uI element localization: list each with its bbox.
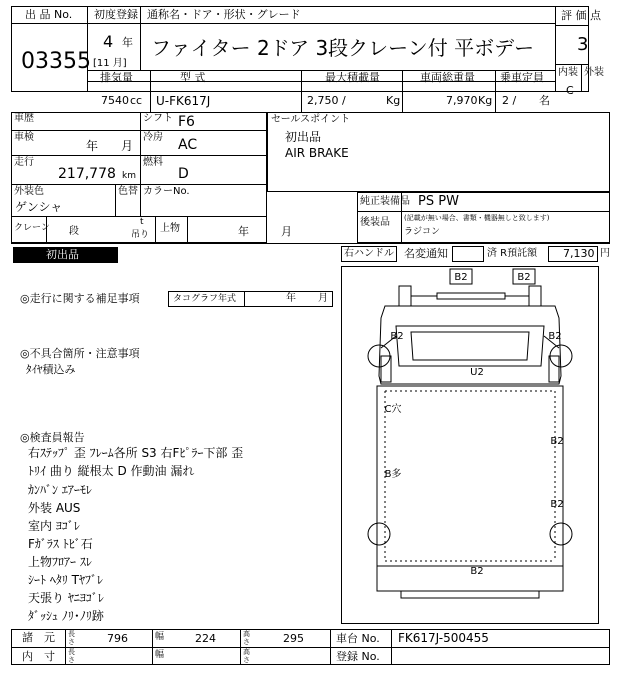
lot-number: 03355	[21, 49, 91, 74]
registration-number-label: 登録 No.	[336, 650, 380, 663]
upper-body-label: 上物	[160, 223, 180, 234]
displacement-unit: cc	[130, 94, 143, 107]
chassis-number-label: 車台 No.	[336, 632, 380, 645]
dimensions-label: 諸 元	[22, 631, 55, 644]
defect-item: ﾀｲﾔ積込み	[26, 363, 76, 376]
body-color-value: ゲンシャ	[15, 200, 63, 214]
sales-point-2: AIR BRAKE	[285, 146, 349, 160]
gross-weight-value: 7,970	[446, 94, 478, 107]
mileage-label: 走行	[14, 157, 34, 168]
upper-body-month-unit: 月	[281, 225, 292, 238]
fuel-value: D	[178, 166, 189, 182]
history-label: 車歴	[14, 113, 34, 124]
interior-height-label: 高さ	[243, 648, 250, 664]
width-label: 幅	[155, 632, 165, 642]
first-listing-text: 初出品	[46, 248, 79, 261]
shift-value: F6	[178, 114, 195, 130]
diagram-mark: B2	[548, 331, 562, 342]
diagram-mark: B2	[550, 499, 564, 510]
max-capacity-label: 最大積載量	[325, 71, 380, 84]
name-change-label: 名変通知	[404, 247, 448, 260]
shift-label: シフト	[143, 113, 173, 124]
inspection-year-unit: 年	[86, 139, 99, 153]
inspector-line-4: 外装 AUS	[28, 501, 81, 515]
odometer-note: 済 R預託額	[487, 248, 538, 259]
max-capacity-unit: Kg	[386, 94, 401, 107]
grade-label: 評 価 点	[561, 9, 601, 22]
steering-text: 右ハンドル	[344, 248, 394, 259]
aftermarket-value: ラジコン	[404, 227, 441, 237]
interior-dimensions-label: 内 寸	[22, 650, 55, 663]
body-color-label: 外装色	[14, 186, 44, 197]
crane-lift-unit: 吊り	[131, 230, 150, 240]
diagram-mark: B2	[390, 331, 404, 342]
interior-grade-label: 内装	[558, 67, 578, 78]
inspector-line-9: 天張り ﾔﾆﾖｺﾞﾚ	[28, 591, 104, 605]
displacement-value: 7540	[101, 94, 129, 107]
defects-label: ◎不具合箇所・注意事項	[20, 347, 140, 360]
tachograph-year-unit: 年	[286, 293, 296, 304]
seating-unit: 名	[539, 94, 550, 107]
model-label: 型 式	[180, 71, 206, 84]
inspector-report-label: ◎検査員報告	[20, 431, 85, 444]
inspector-line-3: ｶﾝﾊﾞﾝ ｴｱｰﾓﾚ	[28, 483, 92, 497]
vehicle-name: ファイター 2ドア 3段クレーン付 平ボデー	[151, 36, 535, 60]
vehicle-name-label: 通称名・ドア・形状・グレード	[147, 8, 301, 21]
tachograph-month-unit: 月	[318, 293, 328, 304]
diagram-mark: B2	[470, 566, 484, 577]
recycle-fee-unit: 円	[600, 248, 610, 259]
seating-value: 2 /	[502, 94, 517, 107]
recycle-fee-value: 7,130	[563, 247, 595, 260]
aftermarket-note: (記載が無い場合、書類・機器無しと致します)	[404, 214, 550, 222]
max-capacity-value: 2,750 /	[307, 94, 346, 107]
diagram-mark: B2	[454, 272, 468, 283]
sales-point-1: 初出品	[285, 130, 322, 144]
inspector-line-2: ﾄﾘｲ 曲り 縦根太 D 作動油 漏れ	[28, 464, 195, 478]
registration-year-unit: 年	[122, 36, 133, 49]
interior-width-label: 幅	[155, 650, 165, 660]
inspector-line-1: 右ｽﾃｯﾌﾟ 歪 ﾌﾚｰﾑ各所 S3 右Fﾋﾟﾗｰ下部 歪	[28, 446, 244, 460]
exterior-grade-label: 外装	[584, 67, 604, 78]
height-value: 295	[283, 632, 304, 645]
supplement-label: ◎走行に関する補足事項	[20, 292, 140, 305]
width-value: 224	[195, 632, 216, 645]
inspector-line-6: Fｶﾞﾗｽ ﾄﾋﾞ石	[28, 537, 93, 551]
seating-label: 乗車定員	[500, 71, 544, 84]
registration-year: 4	[103, 32, 114, 51]
diagram-mark: U2	[470, 367, 484, 378]
upper-body-year-unit: 年	[238, 225, 249, 238]
inspection-month-unit: 月	[121, 139, 134, 153]
interior-length-label: 長さ	[68, 648, 75, 664]
truck-damage-diagram	[341, 266, 599, 624]
diagram-mark: B多	[384, 469, 402, 480]
name-change-box	[452, 246, 484, 262]
inspector-line-7: 上物ﾌﾛｱｰ ｽﾚ	[28, 555, 92, 569]
genuine-equipment-value: PS PW	[418, 194, 459, 209]
lot-label: 出 品 No.	[25, 8, 73, 21]
ac-label: 冷房	[143, 132, 163, 143]
chassis-number-value: FK617J-500455	[398, 631, 489, 645]
inspection-label: 車検	[14, 132, 34, 143]
height-label: 高さ	[243, 630, 250, 646]
diagram-mark: B2	[517, 272, 531, 283]
crane-stage-unit: 段	[69, 226, 79, 237]
first-registration-label: 初度登録	[94, 8, 138, 21]
diagram-marks	[385, 269, 564, 577]
gross-weight-label: 車両総重量	[420, 71, 475, 84]
interior-grade: C	[566, 84, 574, 97]
registration-month: [11 月]	[93, 58, 127, 69]
model-value: U-FK617J	[156, 94, 211, 108]
diagram-mark: B2	[550, 436, 564, 447]
color-code-label: カラーNo.	[143, 186, 190, 197]
tachograph-label: タコグラフ年式	[173, 294, 237, 304]
mileage-unit: km	[122, 171, 136, 181]
inspector-line-8: ｼｰﾄ ﾍﾀﾘ Tﾔﾌﾞﾚ	[28, 573, 103, 587]
sales-points-label: セールスポイント	[271, 114, 351, 125]
displacement-label: 排気量	[100, 71, 133, 84]
length-label: 長さ	[68, 630, 75, 646]
inspector-line-10: ﾀﾞｯｼｭ ﾉﾘ･ﾉﾘ跡	[28, 609, 104, 623]
crane-label: クレーン	[14, 223, 50, 233]
mileage-value: 217,778	[58, 166, 116, 182]
color-change-label: 色替	[118, 186, 138, 197]
genuine-equipment-label: 純正装備品	[360, 196, 410, 207]
overall-grade: 3	[577, 34, 589, 55]
crane-ton-unit: t	[140, 217, 144, 227]
gross-weight-unit: Kg	[478, 94, 493, 107]
inspector-line-5: 室内 ﾖｺﾞﾚ	[28, 519, 80, 533]
fuel-label: 燃料	[143, 157, 163, 168]
length-value: 796	[107, 632, 128, 645]
aftermarket-label: 後装品	[360, 217, 390, 228]
diagram-mark: C穴	[384, 404, 402, 415]
ac-value: AC	[178, 137, 198, 153]
